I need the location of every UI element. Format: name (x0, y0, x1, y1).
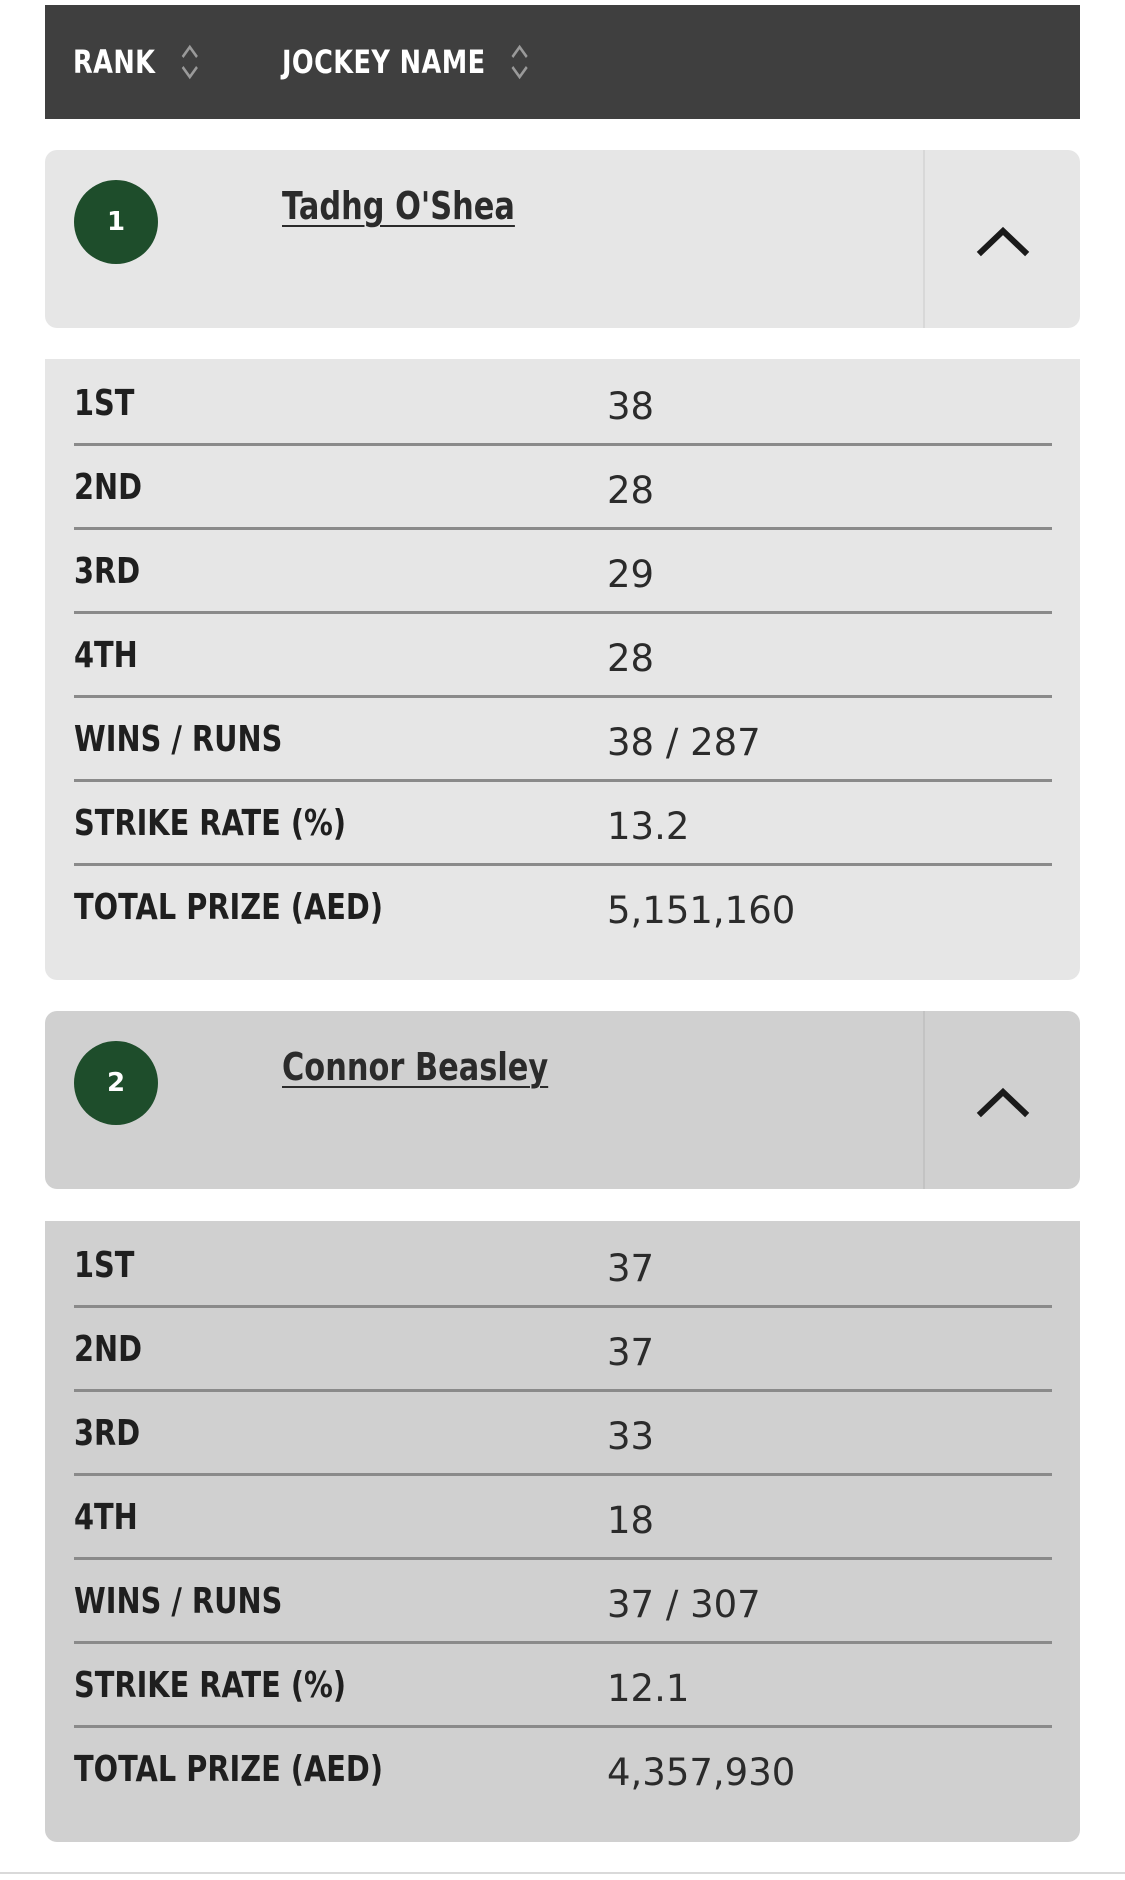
divider (0, 1872, 1125, 1874)
jockey-name-link[interactable]: Connor Beasley (282, 1045, 549, 1089)
stat-value: 37 (607, 1247, 655, 1290)
stat-value: 18 (607, 1499, 655, 1542)
stat-row (74, 1305, 1052, 1392)
stat-value: 38 (607, 385, 655, 428)
stat-value: 37 / 307 (607, 1583, 761, 1626)
stat-value: 38 / 287 (607, 721, 761, 764)
jockey-card-header[interactable] (45, 150, 1080, 328)
stat-label: WINS / RUNS (74, 1581, 283, 1622)
stat-row (74, 359, 1052, 446)
jockey-stats-panel (45, 1221, 1080, 1842)
stat-row (74, 779, 1052, 866)
stat-label: STRIKE RATE (%) (74, 803, 347, 844)
stat-label: TOTAL PRIZE (AED) (74, 1749, 383, 1790)
stat-row (74, 863, 1052, 947)
stat-label: STRIKE RATE (%) (74, 1665, 347, 1706)
stat-row (74, 1221, 1052, 1308)
rank-column-header[interactable] (73, 5, 200, 119)
stat-label: 2ND (74, 1329, 143, 1370)
rank-header-label: RANK (73, 43, 156, 81)
sort-icon[interactable] (509, 42, 530, 82)
stat-label: 4TH (74, 635, 138, 676)
sort-icon[interactable] (179, 42, 200, 82)
stat-value: 5,151,160 (607, 889, 796, 932)
table-header (45, 5, 1080, 119)
collapse-toggle[interactable] (923, 150, 1080, 328)
jockey-stats-panel (45, 359, 1080, 980)
stat-row (74, 1725, 1052, 1809)
stat-row (74, 1641, 1052, 1728)
stat-row (74, 1473, 1052, 1560)
jockey-name-link[interactable]: Tadhg O'Shea (282, 184, 515, 228)
stat-value: 28 (607, 637, 655, 680)
stat-row (74, 527, 1052, 614)
stat-value: 33 (607, 1415, 655, 1458)
stat-row (74, 611, 1052, 698)
rank-badge: 1 (74, 180, 158, 264)
stat-label: 3RD (74, 551, 141, 592)
stat-value: 4,357,930 (607, 1751, 796, 1794)
stat-label: 3RD (74, 1413, 141, 1454)
stat-row (74, 1557, 1052, 1644)
stat-label: 1ST (74, 383, 135, 424)
chevron-up-icon (975, 1085, 1031, 1119)
stat-label: WINS / RUNS (74, 719, 283, 760)
stat-value: 28 (607, 469, 655, 512)
stat-value: 37 (607, 1331, 655, 1374)
jockey-card-header[interactable] (45, 1011, 1080, 1189)
stat-value: 29 (607, 553, 655, 596)
stat-row (74, 443, 1052, 530)
chevron-up-icon (975, 224, 1031, 258)
stat-row (74, 695, 1052, 782)
stat-value: 12.1 (607, 1667, 690, 1710)
jockey-name-header-label: JOCKEY NAME (282, 43, 486, 81)
stat-label: 2ND (74, 467, 143, 508)
stat-row (74, 1389, 1052, 1476)
stat-value: 13.2 (607, 805, 690, 848)
collapse-toggle[interactable] (923, 1011, 1080, 1189)
rank-badge: 2 (74, 1041, 158, 1125)
stat-label: 1ST (74, 1245, 135, 1286)
jockey-name-column-header[interactable] (282, 5, 530, 119)
stat-label: 4TH (74, 1497, 138, 1538)
stat-label: TOTAL PRIZE (AED) (74, 887, 383, 928)
